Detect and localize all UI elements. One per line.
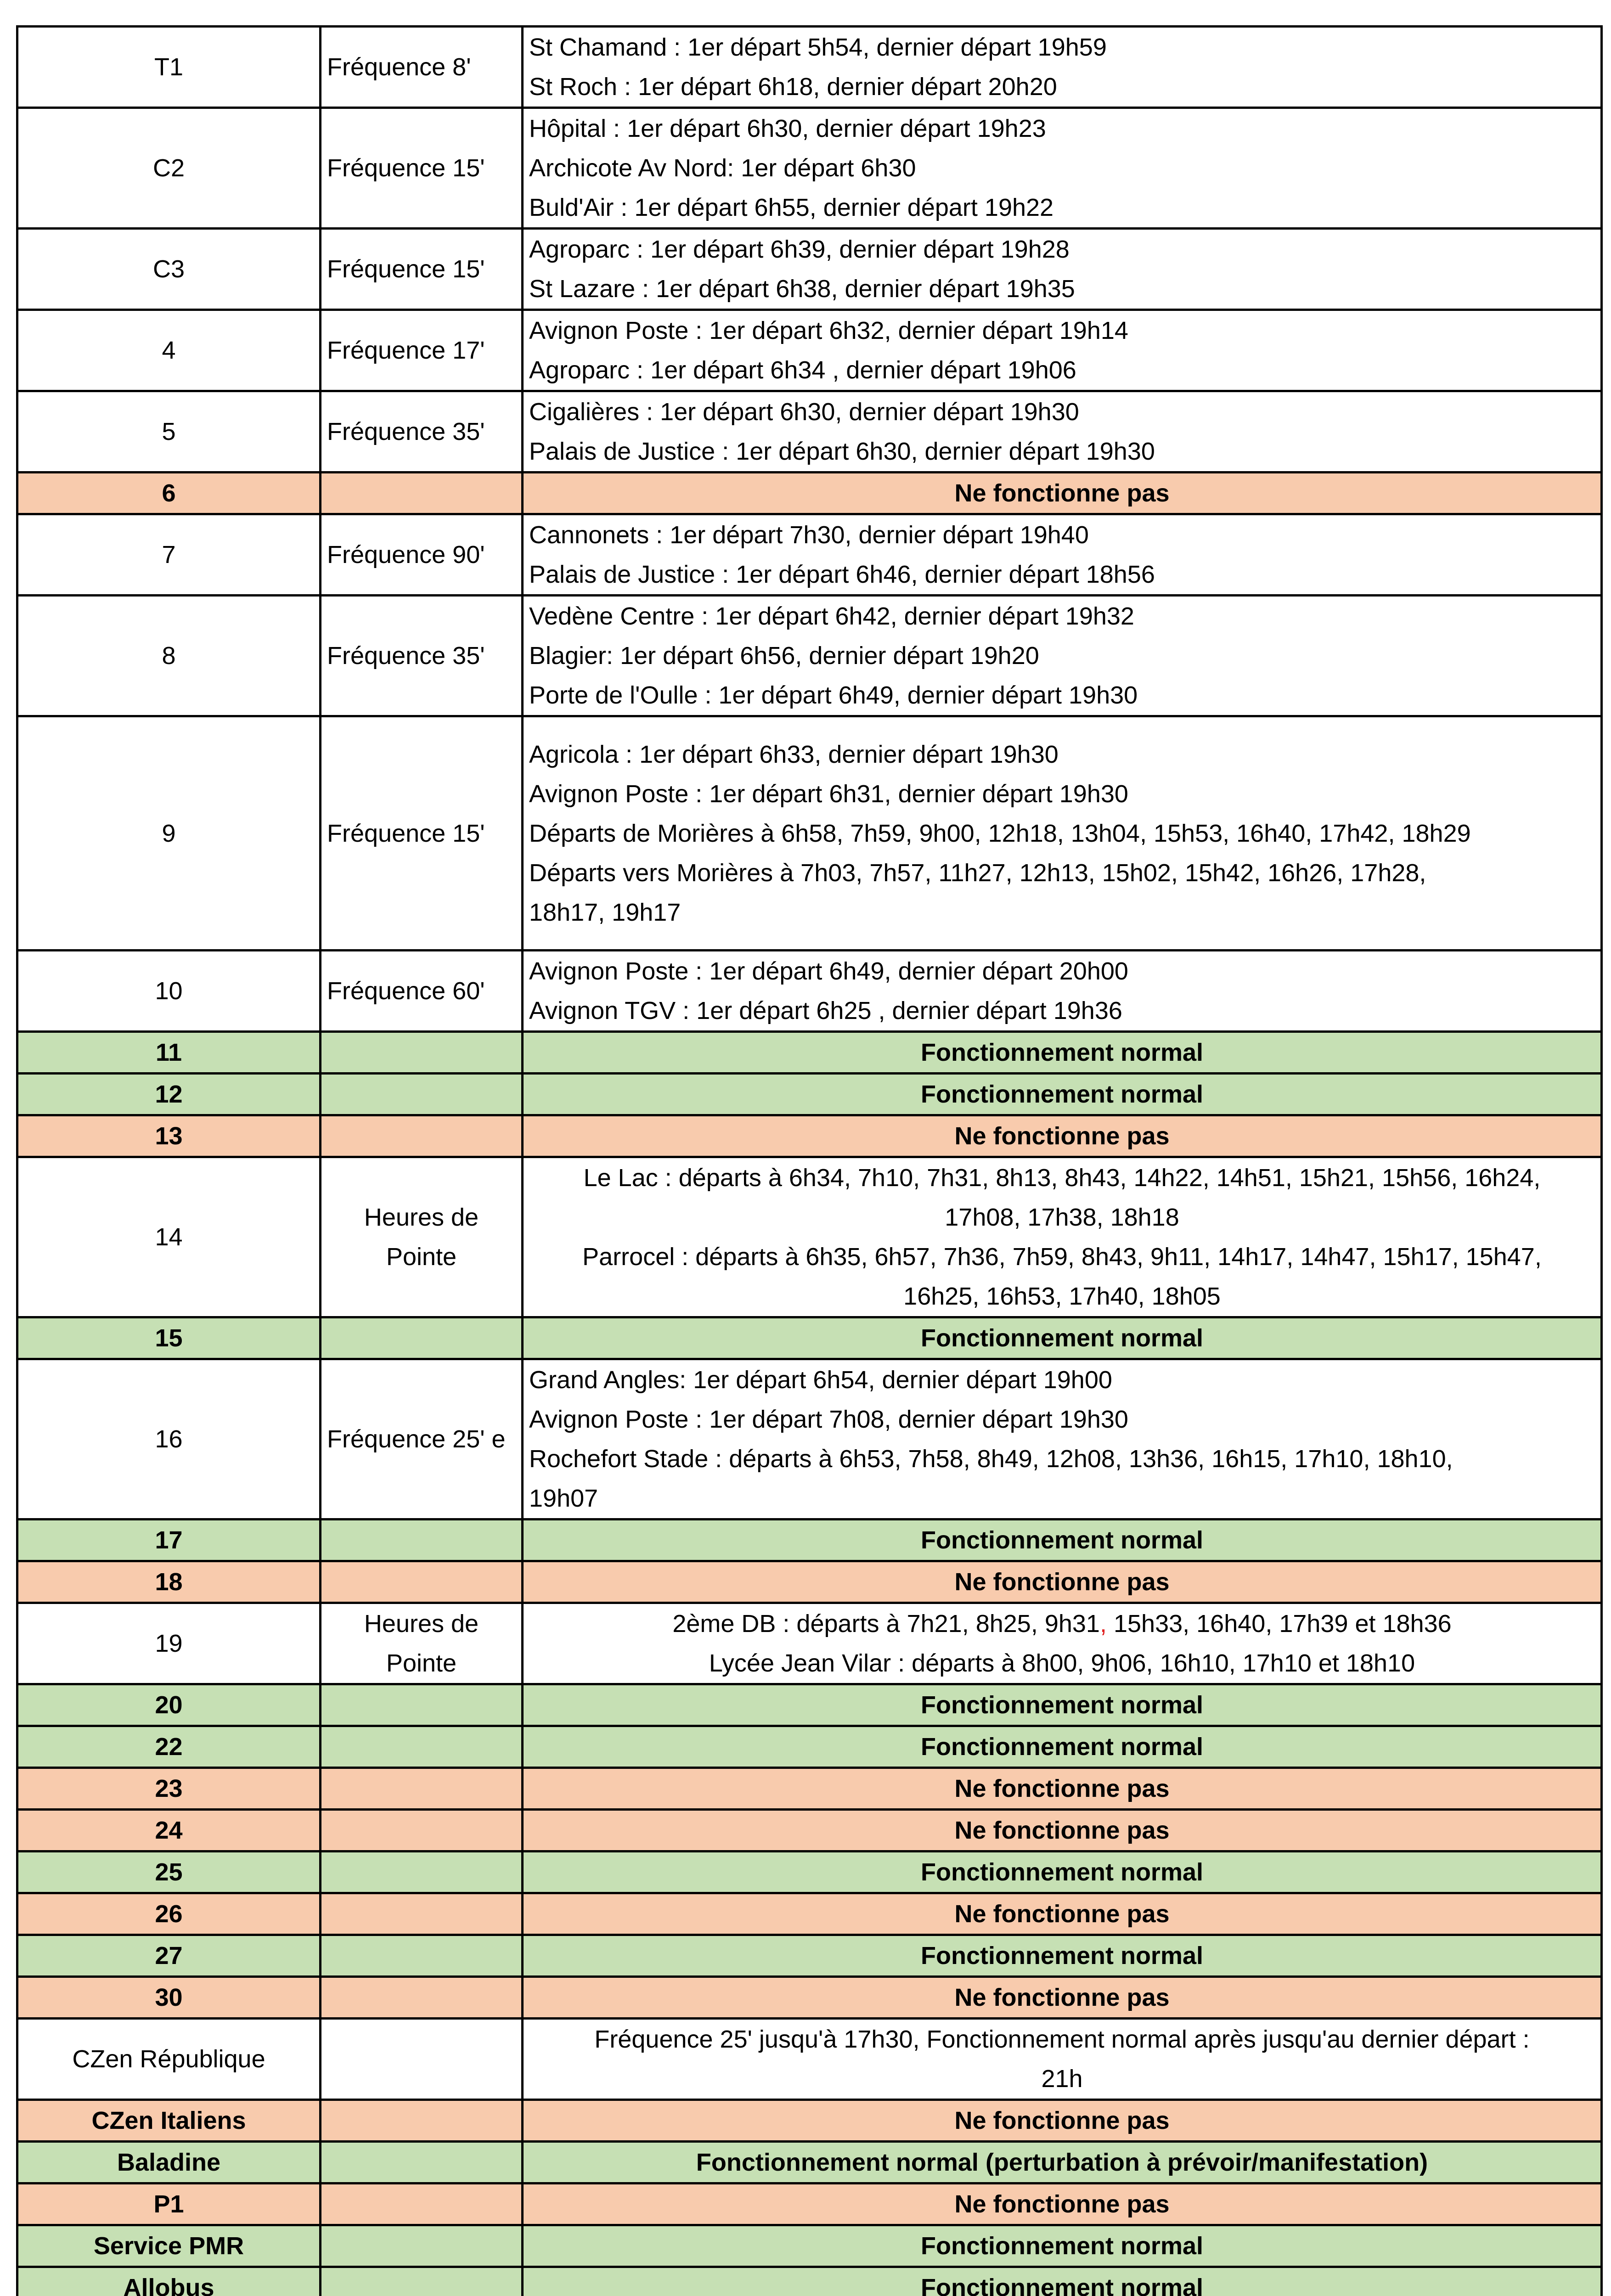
table-row	[17, 1726, 1602, 1768]
frequency	[321, 1074, 523, 1115]
table-row	[17, 1074, 1602, 1115]
table-row	[17, 473, 1602, 514]
status-text: Fonctionnement normal	[523, 1851, 1602, 1893]
table-row	[17, 27, 1602, 108]
line-name: Allobus	[17, 2267, 321, 2296]
line-name: 16	[17, 1359, 321, 1519]
schedule-line: Avignon Poste : 1er départ 6h31, dernier départ 19h30	[529, 774, 1595, 814]
red-mark: ,	[1100, 1610, 1107, 1638]
line-name: CZen Italiens	[17, 2100, 321, 2142]
frequency	[321, 1317, 523, 1359]
schedule-line: Lycée Jean Vilar : départs à 8h00, 9h06, 16h10, 17h10 et 18h10	[529, 1643, 1595, 1683]
frequency	[321, 2019, 523, 2100]
frequency: Fréquence 15'	[321, 108, 523, 229]
table-row	[17, 2183, 1602, 2225]
line-name: 5	[17, 391, 321, 473]
schedule-info	[523, 310, 1602, 391]
schedule-line: Porte de l'Oulle : 1er départ 6h49, dernier départ 19h30	[529, 675, 1595, 715]
table-row	[17, 2142, 1602, 2183]
frequency: Fréquence 35'	[321, 391, 523, 473]
table-row	[17, 2267, 1602, 2296]
schedule-line: 19h07	[529, 1479, 1595, 1518]
table-row	[17, 1157, 1602, 1317]
schedule-info	[523, 716, 1602, 951]
schedule-info	[523, 951, 1602, 1032]
line-name: CZen République	[17, 2019, 321, 2100]
schedule-info	[523, 1157, 1602, 1317]
frequency: Fréquence 25' e	[321, 1359, 523, 1519]
schedule-info	[523, 1603, 1602, 1684]
status-text: Fonctionnement normal	[523, 1074, 1602, 1115]
frequency: Fréquence 60'	[321, 951, 523, 1032]
frequency	[321, 2100, 523, 2142]
table-row	[17, 1317, 1602, 1359]
schedule-line: Palais de Justice : 1er départ 6h46, dernier départ 18h56	[529, 555, 1595, 594]
schedule-line: Cannonets : 1er départ 7h30, dernier départ 19h40	[529, 515, 1595, 555]
schedule-line: Départs vers Morières à 7h03, 7h57, 11h27, 12h13, 15h02, 15h42, 16h26, 17h28,	[529, 853, 1595, 893]
schedule-line: Agroparc : 1er départ 6h34 , dernier départ 19h06	[529, 350, 1595, 390]
frequency	[321, 1977, 523, 2019]
schedule-line: Avignon Poste : 1er départ 7h08, dernier départ 19h30	[529, 1400, 1595, 1439]
table-row	[17, 716, 1602, 951]
line-name: 25	[17, 1851, 321, 1893]
line-name: 26	[17, 1893, 321, 1935]
frequency	[321, 1157, 523, 1317]
line-name: 6	[17, 473, 321, 514]
schedule-info	[523, 514, 1602, 596]
schedule-line: Cigalières : 1er départ 6h30, dernier départ 19h30	[529, 392, 1595, 432]
status-text: Ne fonctionne pas	[523, 2183, 1602, 2225]
frequency: Fréquence 35'	[321, 596, 523, 716]
line-name: 20	[17, 1684, 321, 1726]
line-name: 9	[17, 716, 321, 951]
schedule-text: 2ème DB : départs à 7h21, 8h25, 9h31	[672, 1610, 1100, 1638]
line-name: 14	[17, 1157, 321, 1317]
schedule-table	[16, 25, 1603, 2296]
status-text: Ne fonctionne pas	[523, 1893, 1602, 1935]
schedule-text: 15h33, 16h40, 17h39 et 18h36	[1107, 1610, 1452, 1638]
frequency	[321, 2267, 523, 2296]
line-name: C2	[17, 108, 321, 229]
status-text: Ne fonctionne pas	[523, 1977, 1602, 2019]
schedule-line: Vedène Centre : 1er départ 6h42, dernier départ 19h32	[529, 597, 1595, 636]
table-row	[17, 2225, 1602, 2267]
table-row	[17, 1603, 1602, 1684]
schedule-line: Avignon Poste : 1er départ 6h49, dernier départ 20h00	[529, 951, 1595, 991]
schedule-line	[529, 1604, 1595, 1643]
frequency: Fréquence 8'	[321, 27, 523, 108]
frequency	[321, 1935, 523, 1977]
status-text: Fonctionnement normal	[523, 1684, 1602, 1726]
schedule-line: Grand Angles: 1er départ 6h54, dernier départ 19h00	[529, 1360, 1595, 1400]
schedule-info	[523, 391, 1602, 473]
schedule-info	[523, 229, 1602, 310]
line-name: Baladine	[17, 2142, 321, 2183]
schedule-info	[523, 27, 1602, 108]
schedule-info	[523, 108, 1602, 229]
status-text: Fonctionnement normal	[523, 1317, 1602, 1359]
frequency	[321, 1726, 523, 1768]
frequency	[321, 1851, 523, 1893]
table-row	[17, 1519, 1602, 1561]
line-name: 24	[17, 1810, 321, 1851]
status-text: Fonctionnement normal	[523, 2225, 1602, 2267]
schedule-line: Le Lac : départs à 6h34, 7h10, 7h31, 8h13, 8h43, 14h22, 14h51, 15h21, 15h56, 16h24,	[529, 1158, 1595, 1198]
schedule-line: Hôpital : 1er départ 6h30, dernier départ 19h23	[529, 109, 1595, 148]
schedule-line: Agricola : 1er départ 6h33, dernier départ 19h30	[529, 735, 1595, 774]
line-name: 12	[17, 1074, 321, 1115]
table-row	[17, 1893, 1602, 1935]
table-row	[17, 1359, 1602, 1519]
schedule-line: Agroparc : 1er départ 6h39, dernier départ 19h28	[529, 230, 1595, 269]
schedule-line: 16h25, 16h53, 17h40, 18h05	[529, 1277, 1595, 1316]
schedule-line: 21h	[529, 2059, 1595, 2099]
table-row	[17, 1810, 1602, 1851]
status-text: Ne fonctionne pas	[523, 1115, 1602, 1157]
frequency: Fréquence 15'	[321, 229, 523, 310]
schedule-line: Buld'Air : 1er départ 6h55, dernier départ 19h22	[529, 188, 1595, 227]
schedule-line: Avignon Poste : 1er départ 6h32, dernier départ 19h14	[529, 311, 1595, 350]
status-text: Fonctionnement normal	[523, 1726, 1602, 1768]
frequency	[321, 473, 523, 514]
table-row	[17, 951, 1602, 1032]
schedule-line: Avignon TGV : 1er départ 6h25 , dernier départ 19h36	[529, 991, 1595, 1030]
line-name: 7	[17, 514, 321, 596]
status-text: Fonctionnement normal	[523, 1519, 1602, 1561]
line-name: 17	[17, 1519, 321, 1561]
table-row	[17, 1561, 1602, 1603]
status-text: Ne fonctionne pas	[523, 1810, 1602, 1851]
line-name: P1	[17, 2183, 321, 2225]
status-text: Ne fonctionne pas	[523, 473, 1602, 514]
status-text: Fonctionnement normal	[523, 2267, 1602, 2296]
schedule-line: Blagier: 1er départ 6h56, dernier départ 19h20	[529, 636, 1595, 675]
table-row	[17, 229, 1602, 310]
line-name: C3	[17, 229, 321, 310]
table-row	[17, 1977, 1602, 2019]
status-text: Ne fonctionne pas	[523, 1561, 1602, 1603]
frequency	[321, 1893, 523, 1935]
line-name: 4	[17, 310, 321, 391]
table-row	[17, 1935, 1602, 1977]
line-name: 19	[17, 1603, 321, 1684]
frequency-text: Heures de Pointe	[364, 1610, 479, 1677]
schedule-line: St Roch : 1er départ 6h18, dernier départ 20h20	[529, 67, 1595, 107]
schedule-info	[523, 1359, 1602, 1519]
frequency-text: Heures de Pointe	[364, 1204, 479, 1271]
line-name: 8	[17, 596, 321, 716]
table-row	[17, 2100, 1602, 2142]
frequency: Fréquence 15'	[321, 716, 523, 951]
schedule-line: 17h08, 17h38, 18h18	[529, 1198, 1595, 1237]
table-row	[17, 1032, 1602, 1074]
status-text: Fonctionnement normal	[523, 1032, 1602, 1074]
frequency: Fréquence 90'	[321, 514, 523, 596]
schedule-line: Archicote Av Nord: 1er départ 6h30	[529, 148, 1595, 188]
schedule-info	[523, 596, 1602, 716]
line-name: 22	[17, 1726, 321, 1768]
table-row	[17, 310, 1602, 391]
frequency	[321, 2183, 523, 2225]
schedule-line: Départs de Morières à 6h58, 7h59, 9h00, 12h18, 13h04, 15h53, 16h40, 17h42, 18h29	[529, 814, 1595, 853]
line-name: 23	[17, 1768, 321, 1810]
status-text: Ne fonctionne pas	[523, 1768, 1602, 1810]
frequency	[321, 1684, 523, 1726]
frequency	[321, 2225, 523, 2267]
table-row	[17, 1768, 1602, 1810]
frequency	[321, 1519, 523, 1561]
table-row	[17, 1851, 1602, 1893]
frequency	[321, 1115, 523, 1157]
schedule-line: St Lazare : 1er départ 6h38, dernier départ 19h35	[529, 269, 1595, 309]
line-name: 30	[17, 1977, 321, 2019]
line-name: 11	[17, 1032, 321, 1074]
status-text: Fonctionnement normal	[523, 1935, 1602, 1977]
frequency	[321, 2142, 523, 2183]
table-row	[17, 1115, 1602, 1157]
schedule-line: 18h17, 19h17	[529, 893, 1595, 932]
frequency	[321, 1561, 523, 1603]
frequency	[321, 1768, 523, 1810]
table-row	[17, 108, 1602, 229]
line-name: 10	[17, 951, 321, 1032]
table-row	[17, 2019, 1602, 2100]
line-name: 27	[17, 1935, 321, 1977]
table-row	[17, 391, 1602, 473]
frequency: Fréquence 17'	[321, 310, 523, 391]
line-name: T1	[17, 27, 321, 108]
line-name: 13	[17, 1115, 321, 1157]
frequency	[321, 1032, 523, 1074]
line-name: Service PMR	[17, 2225, 321, 2267]
schedule-info	[523, 2019, 1602, 2100]
frequency	[321, 1810, 523, 1851]
line-name: 18	[17, 1561, 321, 1603]
table-row	[17, 1684, 1602, 1726]
line-name: 15	[17, 1317, 321, 1359]
table-row	[17, 596, 1602, 716]
schedule-line: Parrocel : départs à 6h35, 6h57, 7h36, 7h59, 8h43, 9h11, 14h17, 14h47, 15h17, 15h47,	[529, 1237, 1595, 1277]
status-text: Ne fonctionne pas	[523, 2100, 1602, 2142]
table-row	[17, 514, 1602, 596]
status-text: Fonctionnement normal (perturbation à prévoir/manifestation)	[523, 2142, 1602, 2183]
frequency	[321, 1603, 523, 1684]
schedule-line: Palais de Justice : 1er départ 6h30, dernier départ 19h30	[529, 432, 1595, 471]
schedule-line: Rochefort Stade : départs à 6h53, 7h58, 8h49, 12h08, 13h36, 16h15, 17h10, 18h10,	[529, 1439, 1595, 1479]
schedule-line: St Chamand : 1er départ 5h54, dernier départ 19h59	[529, 28, 1595, 67]
schedule-line: Fréquence 25' jusqu'à 17h30, Fonctionnement normal après jusqu'au dernier départ :	[529, 2020, 1595, 2059]
